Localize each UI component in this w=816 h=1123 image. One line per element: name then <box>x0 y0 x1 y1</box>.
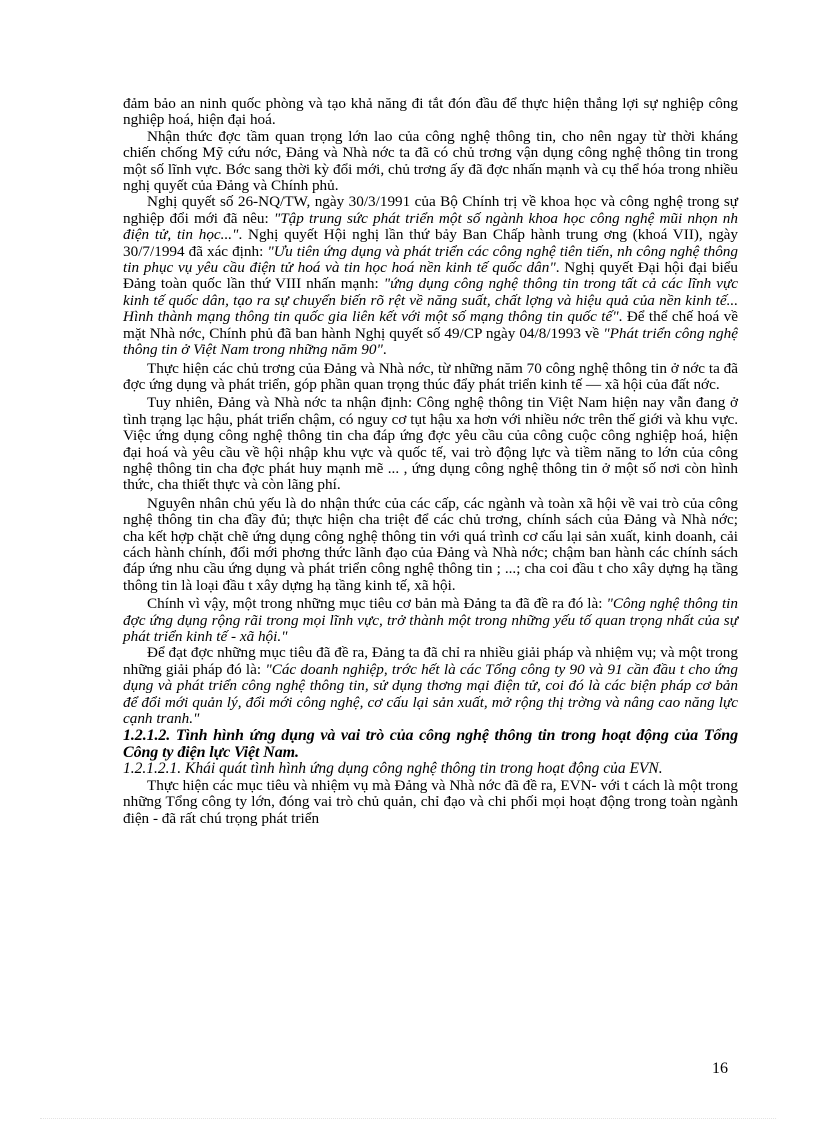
text-run: . Nghị quyết Hội nghị lần thứ bảy Ban Chấp hành trung ơng (khoá VII), ngày 30/7/1994 đã xác định: <box>123 226 738 260</box>
quote: "Phát triển công nghệ thông tin ở Việt Nam trong những năm 90" <box>123 324 738 359</box>
paragraph: Thực hiện các chủ trơng của Đảng và Nhà nớc, từ những năm 70 công nghệ thông tin ở nớc ta đã đợc ứng dụng và phát triển, góp phần quan trọng thúc đẩy phát triển kinh tế — xã hội của đất nớc. <box>123 359 738 393</box>
subsection-heading: 1.2.1.2.1. Khái quát tình hình ứng dụng công nghệ thông tin trong hoạt động của EVN. <box>123 760 663 778</box>
text-run: . Nghị quyết Đại hội đại biểu Đảng toàn quốc lần thứ VIII nhấn mạnh: <box>123 259 738 293</box>
paragraph: Nguyên nhân chủ yếu là do nhận thức của các cấp, các ngành và toàn xã hội về vai trò của công nghệ thông tin cha đầy đủ; thực hiện cha triệt để các chủ trơng, chính sách của Đảng và Nhà nớc; cha kết hợp chặt chẽ ứng dụng công nghệ thông tin với quá trình cơ cấu lại sản xuất, kinh doanh, cải cách hành chính, đổi mới phơng thức lãnh đạo của Đảng và Nhà nớc; chậm ban hành các chính sách đáp ứng nhu cầu ứng dụng và phát triển công nghệ thông tin ; ...; cha coi đầu t cho xây dựng hạ tầng thông tin là loại đầu t xây dựng hạ tầng kinh tế, xã hội. <box>123 494 738 594</box>
paragraph <box>123 596 738 645</box>
paragraph <box>123 194 738 358</box>
paragraph: Nhận thức đợc tầm quan trọng lớn lao của công nghệ thông tin, cho nên ngay từ thời kháng chiến chống Mỹ cứu nớc, Đảng và Nhà nớc ta đã có chủ trơng vận dụng công nghệ thông tin trong một số lĩnh vực. Bớc sang thời kỳ đổi mới, chủ trơng ấy đã đợc nhấn mạnh và cụ thể hóa trong nhiều nghị quyết của Đảng và Chính phủ. <box>123 127 738 195</box>
text-run: Nghị quyết số 26-NQ/TW, ngày 30/3/1991 của Bộ Chính trị về khoa học và công nghệ trong sự nghiệp đổi mới đã nêu: <box>123 193 738 227</box>
quote: "Ưu tiên ứng dụng và phát triển các công nghệ tiên tiến, nh công nghệ thông tin phục vụ yêu cầu điện tử hoá và tin học hoá nền kinh tế quốc dân" <box>123 242 738 277</box>
text-run: Chính vì vậy, một trong những mục tiêu cơ bản mà Đảng ta đã đề ra đó là: <box>147 595 607 613</box>
paragraph: Thực hiện các mục tiêu và nhiệm vụ mà Đảng và Nhà nớc đã đề ra, EVN- với t cách là một trong những Tổng công ty lớn, đóng vai trò chủ quản, chỉ đạo và chi phối mọi hoạt động trong toàn ngành điện - đã rất chú trọng phát triển <box>123 776 738 827</box>
page-body <box>123 96 738 827</box>
bottom-divider <box>40 1118 776 1119</box>
page-number: 16 <box>712 1060 728 1077</box>
text-run: . Để thể chế hoá về mặt Nhà nớc, Chính phủ đã ban hành Nghị quyết số 49/CP ngày 04/8/1993 về <box>123 308 738 342</box>
text-run: . <box>382 341 387 359</box>
paragraph: Tuy nhiên, Đảng và Nhà nớc ta nhận định: Công nghệ thông tin Việt Nam hiện nay vẫn đang ở tình trạng lạc hậu, phát triển chậm, có nguy cơ tụt hậu xa hơn với nhiều nớc trên thế giới và khu vực. Việc ứng dụng công nghệ thông tin cha đáp ứng đợc yêu cầu của công cuộc công nghiệp hoá, hiện đại hoá và yêu cầu về hội nhập khu vực và quốc tế, vai trò động lực và tiềm năng to lớn của công nghệ thông tin cha đợc phát huy mạnh mẽ ... , ứng dụng công nghệ thông tin ở một số nơi còn hình thức, cha thiết thực và còn lãng phí. <box>123 394 738 494</box>
quote: "Các doanh nghiệp, trớc hết là các Tổng công ty 90 và 91 cần đầu t cho ứng dụng và phát triển công nghệ thông tin, sử dụng thơng mại điện tử, coi đó là các biện pháp cơ bản để đổi mới quản lý, đổi mới công nghệ, cơ cấu lại sản xuất, mở rộng thị trờng và nâng cao năng lực cạnh tranh." <box>123 660 738 728</box>
quote: "ứng dụng công nghệ thông tin trong tất cả các lĩnh vực kinh tế quốc dân, tạo ra sự chuyển biến rõ rệt về năng suất, chất lợng và hiệu quả của nền kinh tế... Hình thành mạng thông tin quốc gia liên kết với một số mạng thông tin quốc tế" <box>123 275 739 326</box>
quote: "Tập trung sức phát triển một số ngành khoa học công nghệ mũi nhọn nh điện tử, tin học..." <box>123 209 738 244</box>
quote: "Công nghệ thông tin đợc ứng dụng rộng rãi trong mọi lĩnh vực, trở thành một trong những yếu tố quan trọng nhất của sự phát triển kinh tế - xã hội." <box>123 595 738 645</box>
paragraph: đảm bảo an ninh quốc phòng và tạo khả năng đi tắt đón đầu để thực hiện thắng lợi sự nghiệp công nghiệp hoá, hiện đại hoá. <box>123 95 738 129</box>
paragraph <box>123 645 738 727</box>
text-run: Để đạt đợc những mục tiêu đã đề ra, Đảng ta đã chỉ ra nhiều giải pháp và nhiệm vụ; và một trong những giải pháp đó là: <box>123 644 738 678</box>
section-heading: 1.2.1.2. Tình hình ứng dụng và vai trò của công nghệ thông tin trong hoạt động của Tổng Công ty điện lực Việt Nam. <box>123 727 738 762</box>
